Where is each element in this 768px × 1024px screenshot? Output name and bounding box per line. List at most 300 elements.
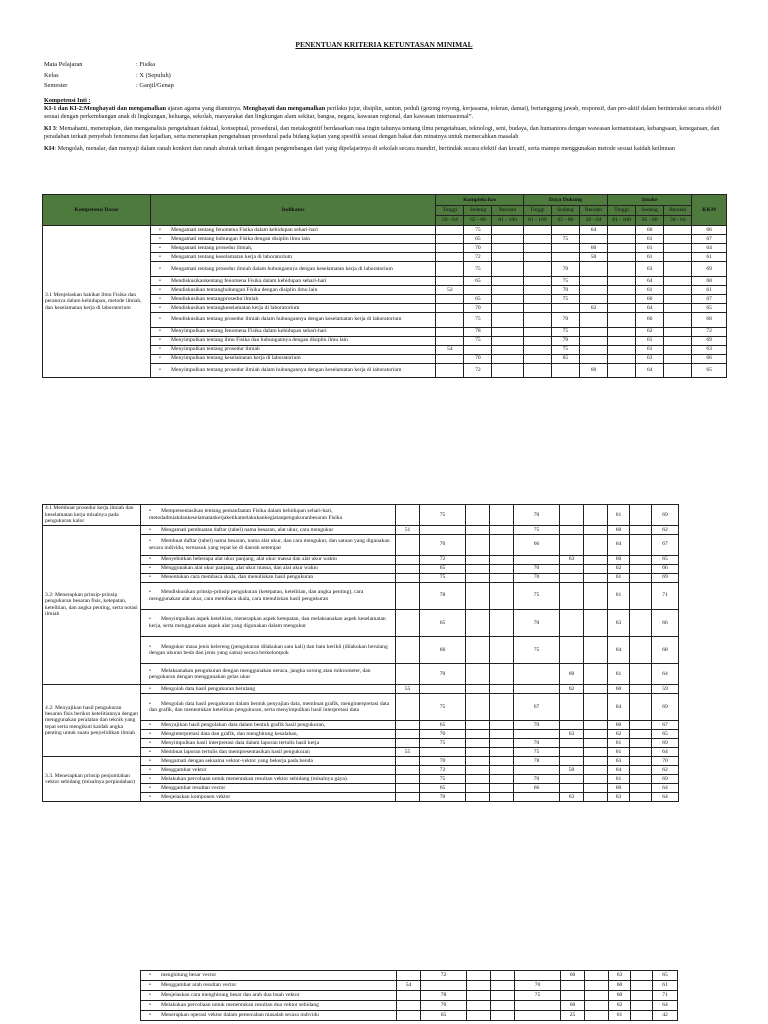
- meta-value: : Fisika: [136, 61, 155, 68]
- indicator-cell: [141, 981, 397, 991]
- value-cell: [560, 636, 584, 663]
- indicator-cell: [151, 312, 436, 327]
- value-cell: [492, 294, 523, 303]
- value-cell: [523, 226, 551, 235]
- value-cell: [631, 981, 653, 991]
- value-cell: [397, 1001, 421, 1011]
- value-cell: 66: [514, 784, 560, 793]
- ki4-text: : Mengolah, menalar, dan menyaji dalam ranah konkret dan ranah abstrak terkait dengan pengembangan dari yang dipelajarinya di sekolah secara mandiri, bertindak secara efektif dan kreatif, serta mampu menggunakan metode sesuai kaidah keilmuan: [54, 144, 675, 152]
- indicator-cell: [141, 784, 396, 793]
- value-cell: [630, 757, 652, 766]
- value-cell: [608, 276, 636, 285]
- indicator-text: • Menyimpulkan tentang prosedur ilmiah: [153, 346, 433, 352]
- ki12-bold: Menghayati dan mengamalkan: [243, 104, 326, 112]
- value-cell: 61: [608, 505, 630, 526]
- value-cell: [466, 534, 490, 555]
- indicator-cell: [151, 327, 436, 336]
- value-cell: 64: [608, 534, 630, 555]
- value-cell: 63: [609, 971, 631, 981]
- value-cell: [515, 971, 561, 981]
- value-cell: [585, 1011, 609, 1021]
- meta-row: [44, 81, 174, 92]
- value-cell: 67: [692, 235, 727, 244]
- value-cell: [630, 564, 652, 573]
- indicator-cell: [141, 766, 396, 775]
- value-cell: [584, 534, 608, 555]
- indicator-text: • Melaksanakan pengukuran dengan menggunakan neraca, jangka sorong atau mikrometer, dan pengukuran dengan menggunakan gelas ukur: [143, 668, 393, 681]
- value-cell: [608, 303, 636, 312]
- value-cell: [491, 971, 515, 981]
- indicator-text: • Mengamati tentang keselamatan kerja di laboratorium: [153, 254, 433, 260]
- value-cell: [630, 525, 652, 534]
- value-cell: [585, 971, 609, 981]
- indicator-cell: [141, 505, 396, 526]
- table-row: [141, 971, 678, 981]
- value-cell: [492, 345, 523, 354]
- value-cell: [466, 739, 490, 748]
- value-cell: 64: [652, 793, 679, 802]
- value-cell: [490, 757, 514, 766]
- value-cell: [436, 235, 464, 244]
- value-cell: 65: [652, 730, 679, 739]
- value-cell: [523, 303, 551, 312]
- indicator-cell: [141, 693, 396, 720]
- value-cell: [579, 294, 607, 303]
- value-cell: [608, 327, 636, 336]
- value-cell: [631, 1011, 653, 1021]
- value-cell: [551, 303, 579, 312]
- indicator-cell: [141, 775, 396, 784]
- value-cell: 70: [515, 981, 561, 991]
- ki3-label: KI 3: [44, 124, 56, 132]
- ki-block: [44, 97, 726, 152]
- value-cell: [630, 582, 652, 609]
- value-cell: 65: [420, 564, 466, 573]
- value-cell: [490, 775, 514, 784]
- indicator-text: • Mendiskusikan tentangprosedur ilmiah: [153, 296, 433, 302]
- value-cell: 75: [420, 693, 466, 720]
- value-cell: [396, 721, 420, 730]
- value-cell: [490, 582, 514, 609]
- value-cell: [579, 276, 607, 285]
- value-cell: [492, 285, 523, 294]
- value-cell: [466, 757, 490, 766]
- indicator-text: • Mendiskusikan tentanghubungan Fisika dengan disiplin ilmu lain: [153, 287, 433, 293]
- value-cell: [523, 345, 551, 354]
- kd-cell: 3.1 Menjelaskan hakikat ilmu Fisika dan perannya dalam kehidupan, metode ilmiah, dan keselamatan kerja di laboratorium: [43, 226, 151, 378]
- value-cell: 68: [692, 276, 727, 285]
- header-range: 81 - 100: [492, 216, 523, 226]
- value-cell: [584, 505, 608, 526]
- indicator-text: • Mengamati pembuatan daftar (tabel) nama besaran, alat ukur, cara mengukur: [143, 527, 393, 533]
- value-cell: [436, 354, 464, 363]
- value-cell: [608, 363, 636, 378]
- table-row: [43, 505, 679, 526]
- value-cell: 25: [561, 1011, 585, 1021]
- value-cell: [560, 739, 584, 748]
- value-cell: 72: [464, 253, 492, 262]
- indicator-text: • Mengamati tentang prosedur ilmiah dalam hubungannya dengan keselamatan kerja di laboratorium: [153, 266, 433, 272]
- value-cell: [579, 285, 607, 294]
- value-cell: [466, 684, 490, 693]
- value-cell: 66: [652, 564, 679, 573]
- indicator-cell: [141, 757, 396, 766]
- value-cell: 75: [551, 235, 579, 244]
- value-cell: 64: [652, 748, 679, 757]
- indicator-cell: [141, 1011, 397, 1021]
- value-cell: [492, 253, 523, 262]
- value-cell: [584, 664, 608, 685]
- value-cell: [523, 244, 551, 253]
- value-cell: 64: [692, 244, 727, 253]
- indicator-text: • Mengamati tentang hubungan Fisika dengan disiplin ilmu lain: [153, 236, 433, 242]
- value-cell: [466, 555, 490, 564]
- header-kkm: KKM: [692, 195, 727, 226]
- value-cell: [523, 327, 551, 336]
- value-cell: [492, 303, 523, 312]
- value-cell: 61: [609, 1011, 631, 1021]
- value-cell: [491, 1001, 515, 1011]
- indicator-text: • Menginterpretasi data dan grafik, dan menghitung kesalahan,: [143, 731, 393, 737]
- indicator-text: • Menerapkan operasi vektor dalam pemecahan masalah secara individu: [143, 1012, 394, 1018]
- value-cell: 65: [652, 555, 679, 564]
- value-cell: [664, 285, 692, 294]
- header-range: 50 - 64: [436, 216, 464, 226]
- header-indikator: Indikator: [151, 195, 436, 226]
- value-cell: [523, 276, 551, 285]
- indicator-text: • Menyimpulkan tentang keselamatan kerja di laboratorium: [153, 355, 433, 361]
- value-cell: 60: [560, 664, 584, 685]
- indicator-text: • Menyimpulkan hasil interpretasi data dalam laporan tertulis hasil kerja: [143, 740, 393, 746]
- table-row: [141, 991, 678, 1001]
- value-cell: [551, 363, 579, 378]
- value-cell: [514, 730, 560, 739]
- value-cell: 50: [579, 253, 607, 262]
- value-cell: [466, 730, 490, 739]
- value-cell: [514, 766, 560, 775]
- value-cell: 61: [608, 739, 630, 748]
- value-cell: [467, 971, 491, 981]
- value-cell: [630, 534, 652, 555]
- value-cell: [579, 235, 607, 244]
- value-cell: 61: [636, 285, 664, 294]
- header-rendah: Rendah: [492, 206, 523, 216]
- value-cell: [630, 730, 652, 739]
- value-cell: [466, 573, 490, 582]
- value-cell: 60: [609, 991, 631, 1001]
- value-cell: 54: [397, 981, 421, 991]
- indicator-cell: [141, 525, 396, 534]
- value-cell: [490, 555, 514, 564]
- indicator-text: • Mendiskusikan prinsip-prinsip pengukuran (ketepatan, ketelitian, dan angka penting), cara menggunakan alat ukur, cara membaca skala, cara menuliskan hasil pengukuran: [143, 589, 393, 602]
- value-cell: [436, 336, 464, 345]
- value-cell: [630, 609, 652, 636]
- value-cell: [630, 693, 652, 720]
- value-cell: [492, 244, 523, 253]
- value-cell: 75: [420, 775, 466, 784]
- value-cell: [664, 276, 692, 285]
- indicator-text: • menghitung besar vector: [143, 972, 394, 978]
- value-cell: 62: [579, 303, 607, 312]
- indicator-cell: [141, 748, 396, 757]
- value-cell: 65: [420, 721, 466, 730]
- indicator-text: • Melakukan percobaan untuk menentukan resultan dua vektor sebidang: [143, 1002, 394, 1008]
- value-cell: [630, 793, 652, 802]
- value-cell: 70: [514, 573, 560, 582]
- value-cell: [630, 748, 652, 757]
- value-cell: 75: [551, 294, 579, 303]
- indicator-cell: [151, 262, 436, 277]
- header-range: 81 - 100: [608, 216, 636, 226]
- header-kompleksitas: Komplekcitas: [436, 195, 524, 206]
- value-cell: 70: [514, 721, 560, 730]
- indicator-text: • Mendiskusikan tentangkeselamatan kerja di laboratorium: [153, 305, 433, 311]
- value-cell: 64: [636, 303, 664, 312]
- value-cell: [630, 684, 652, 693]
- value-cell: [397, 971, 421, 981]
- value-cell: 70: [551, 262, 579, 277]
- kd-cell: 3.2: Menerapkan prinsip-prinsip pengukuran besaran fisis, ketepatan, ketelitian, dan angka penting, serta notasi ilmiah: [43, 525, 141, 684]
- value-cell: [584, 636, 608, 663]
- value-cell: 75: [420, 573, 466, 582]
- value-cell: [560, 534, 584, 555]
- value-cell: 75: [551, 327, 579, 336]
- value-cell: [584, 525, 608, 534]
- value-cell: 69: [652, 739, 679, 748]
- value-cell: [664, 363, 692, 378]
- value-cell: 63: [608, 793, 630, 802]
- indicator-cell: [151, 235, 436, 244]
- value-cell: [584, 693, 608, 720]
- ki12-paragraph: [44, 105, 726, 121]
- ki12-text-a: ajaran agama yang dianutnya.: [166, 104, 244, 112]
- meta-value: : X (Sepuluh): [136, 71, 171, 79]
- value-cell: [560, 525, 584, 534]
- value-cell: [585, 991, 609, 1001]
- indicator-cell: [141, 636, 396, 663]
- value-cell: [491, 991, 515, 1001]
- header-sedang: Sedang: [551, 206, 579, 216]
- value-cell: [608, 244, 636, 253]
- table-row: [141, 1011, 678, 1021]
- value-cell: 65: [692, 363, 727, 378]
- value-cell: [397, 991, 421, 1001]
- value-cell: [436, 294, 464, 303]
- value-cell: 70: [652, 757, 679, 766]
- value-cell: 61: [636, 244, 664, 253]
- value-cell: [490, 684, 514, 693]
- value-cell: [421, 981, 467, 991]
- header-sedang: Sedang: [636, 206, 664, 216]
- table-row: [141, 1001, 678, 1011]
- meta-row: [44, 60, 174, 71]
- value-cell: [396, 609, 420, 636]
- value-cell: 64: [608, 693, 630, 720]
- header-intake: Intake: [608, 195, 692, 206]
- value-cell: [490, 609, 514, 636]
- value-cell: 61: [653, 981, 678, 991]
- value-cell: [608, 253, 636, 262]
- value-cell: 60: [608, 784, 630, 793]
- value-cell: [490, 784, 514, 793]
- value-cell: [436, 226, 464, 235]
- value-cell: 63: [692, 345, 727, 354]
- value-cell: [490, 534, 514, 555]
- value-cell: 65: [420, 784, 466, 793]
- value-cell: 61: [636, 235, 664, 244]
- indicator-text: • Mendiskusikankentang fenomena Fisika dalam kehidupan sehari-hari: [153, 278, 433, 284]
- value-cell: 71: [653, 991, 678, 1001]
- value-cell: [515, 1011, 561, 1021]
- value-cell: 61: [692, 253, 727, 262]
- value-cell: [630, 784, 652, 793]
- indicator-text: • Menentukan cara membaca skala, dan menuliskan hasil pengukuran: [143, 574, 393, 580]
- value-cell: [664, 244, 692, 253]
- value-cell: [584, 582, 608, 609]
- value-cell: 60: [636, 226, 664, 235]
- value-cell: 66: [514, 534, 560, 555]
- value-cell: 63: [608, 757, 630, 766]
- value-cell: [584, 721, 608, 730]
- value-cell: [466, 505, 490, 526]
- value-cell: [490, 664, 514, 685]
- meta-key: Mata Pelajaran: [44, 61, 83, 68]
- value-cell: [490, 505, 514, 526]
- value-cell: 62: [608, 564, 630, 573]
- header-range: 50 - 64: [579, 216, 607, 226]
- value-cell: 65: [420, 609, 466, 636]
- header-tinggi: Tinggi: [523, 206, 551, 216]
- value-cell: [579, 262, 607, 277]
- header-kd: Kompetensi Dasar: [43, 195, 151, 226]
- value-cell: [664, 294, 692, 303]
- value-cell: [551, 253, 579, 262]
- value-cell: [464, 345, 492, 354]
- value-cell: [560, 505, 584, 526]
- value-cell: 65: [464, 276, 492, 285]
- indicator-text: • Menyimpulkan tentang ilmu Fisika dan hubungannya dengan disiplin ilmu lain: [153, 337, 433, 343]
- value-cell: 71: [652, 582, 679, 609]
- value-cell: [560, 757, 584, 766]
- value-cell: [584, 757, 608, 766]
- indicator-text: • Menjelaskan komponen vektor: [143, 794, 393, 800]
- value-cell: [467, 981, 491, 991]
- value-cell: 70: [420, 664, 466, 685]
- value-cell: 70: [514, 609, 560, 636]
- value-cell: [467, 1011, 491, 1021]
- indicator-cell: [141, 582, 396, 609]
- value-cell: 75: [464, 226, 492, 235]
- value-cell: [523, 363, 551, 378]
- value-cell: [608, 336, 636, 345]
- value-cell: 68: [652, 636, 679, 663]
- value-cell: [491, 981, 515, 991]
- value-cell: 66: [692, 354, 727, 363]
- value-cell: 65: [653, 971, 678, 981]
- value-cell: [630, 636, 652, 663]
- value-cell: 65: [421, 1011, 467, 1021]
- indicator-cell: [141, 534, 396, 555]
- value-cell: [523, 294, 551, 303]
- value-cell: [396, 564, 420, 573]
- value-cell: [664, 354, 692, 363]
- indicator-cell: [141, 793, 396, 802]
- value-cell: [608, 312, 636, 327]
- value-cell: 70: [421, 1001, 467, 1011]
- value-cell: 61: [608, 664, 630, 685]
- value-cell: 63: [560, 793, 584, 802]
- indicator-text: • Menggambar resultan vector: [143, 785, 393, 791]
- indicator-text: • Menjelaskan cara menghitung besar dan arah dua buah vektor: [143, 992, 394, 998]
- value-cell: [560, 573, 584, 582]
- value-cell: [630, 664, 652, 685]
- value-cell: [551, 226, 579, 235]
- header-rendah: Rendah: [579, 206, 607, 216]
- value-cell: 70: [551, 312, 579, 327]
- value-cell: [491, 1011, 515, 1021]
- indicator-text: • Membuat daftar (tabel) nama besaran, nama alat ukur, dan cara mengukur, dan satuan yang digunakan secara individu, termasuk yang tepat ke di daerah setempat: [143, 538, 393, 551]
- value-cell: [664, 345, 692, 354]
- value-cell: 61: [608, 573, 630, 582]
- value-cell: 62: [608, 730, 630, 739]
- value-cell: [467, 1001, 491, 1011]
- value-cell: [466, 766, 490, 775]
- ki3-text: : Memahami, menerapkan, dan menganalisis pengetahuan faktual, konseptual, prosedural, dan metakognitif berdasarkan rasa ingin tahunya tentang ilmu pengetahuan, teknologi, seni, budaya, dan humaniora dengan wawasan kemanusiaan, kebangsaan, kenegaraan, dan peradaban terkait penyebab fenomena dan kejadian, serta menerapkan pengetahuan prosedural pada bidang kajian yang spesifik sesuai dengan bakat dan minatnya untuk memecahkan masalah: [44, 124, 720, 140]
- value-cell: 68: [692, 312, 727, 327]
- value-cell: 78: [464, 327, 492, 336]
- value-cell: [664, 327, 692, 336]
- indicator-text: • Mendiskusikan tentang prosedur ilmiah dalam hubungannya dengan keselamatan kerja di laboratorium: [153, 316, 433, 322]
- value-cell: [396, 534, 420, 555]
- value-cell: 64: [579, 226, 607, 235]
- value-cell: 70: [420, 730, 466, 739]
- value-cell: 72: [692, 327, 727, 336]
- value-cell: [584, 766, 608, 775]
- indicator-cell: [151, 336, 436, 345]
- value-cell: 62: [560, 684, 584, 693]
- value-cell: [630, 555, 652, 564]
- value-cell: 75: [515, 991, 561, 1001]
- value-cell: [608, 226, 636, 235]
- value-cell: 75: [551, 345, 579, 354]
- indicator-cell: [141, 739, 396, 748]
- value-cell: [664, 253, 692, 262]
- table-row: [43, 525, 679, 534]
- ki12-label: KI-1 dan KI-2:Menghayati dan mengamalkan: [44, 104, 167, 112]
- meta-block: [44, 60, 174, 92]
- value-cell: [396, 555, 420, 564]
- value-cell: [396, 693, 420, 720]
- value-cell: [436, 327, 464, 336]
- value-cell: [492, 226, 523, 235]
- value-cell: [584, 784, 608, 793]
- value-cell: [664, 312, 692, 327]
- value-cell: 70: [514, 739, 560, 748]
- value-cell: [514, 664, 560, 685]
- indicator-text: • Membuat laporan tertulis dan mempresentasikan hasil pengukuran: [143, 749, 393, 755]
- value-cell: 61: [636, 253, 664, 262]
- value-cell: [523, 312, 551, 327]
- value-cell: 70: [514, 775, 560, 784]
- value-cell: [396, 573, 420, 582]
- value-cell: [515, 1001, 561, 1011]
- value-cell: [436, 244, 464, 253]
- value-cell: 70: [420, 757, 466, 766]
- value-cell: [492, 354, 523, 363]
- value-cell: 69: [652, 505, 679, 526]
- value-cell: [561, 991, 585, 1001]
- indicator-cell: [151, 303, 436, 312]
